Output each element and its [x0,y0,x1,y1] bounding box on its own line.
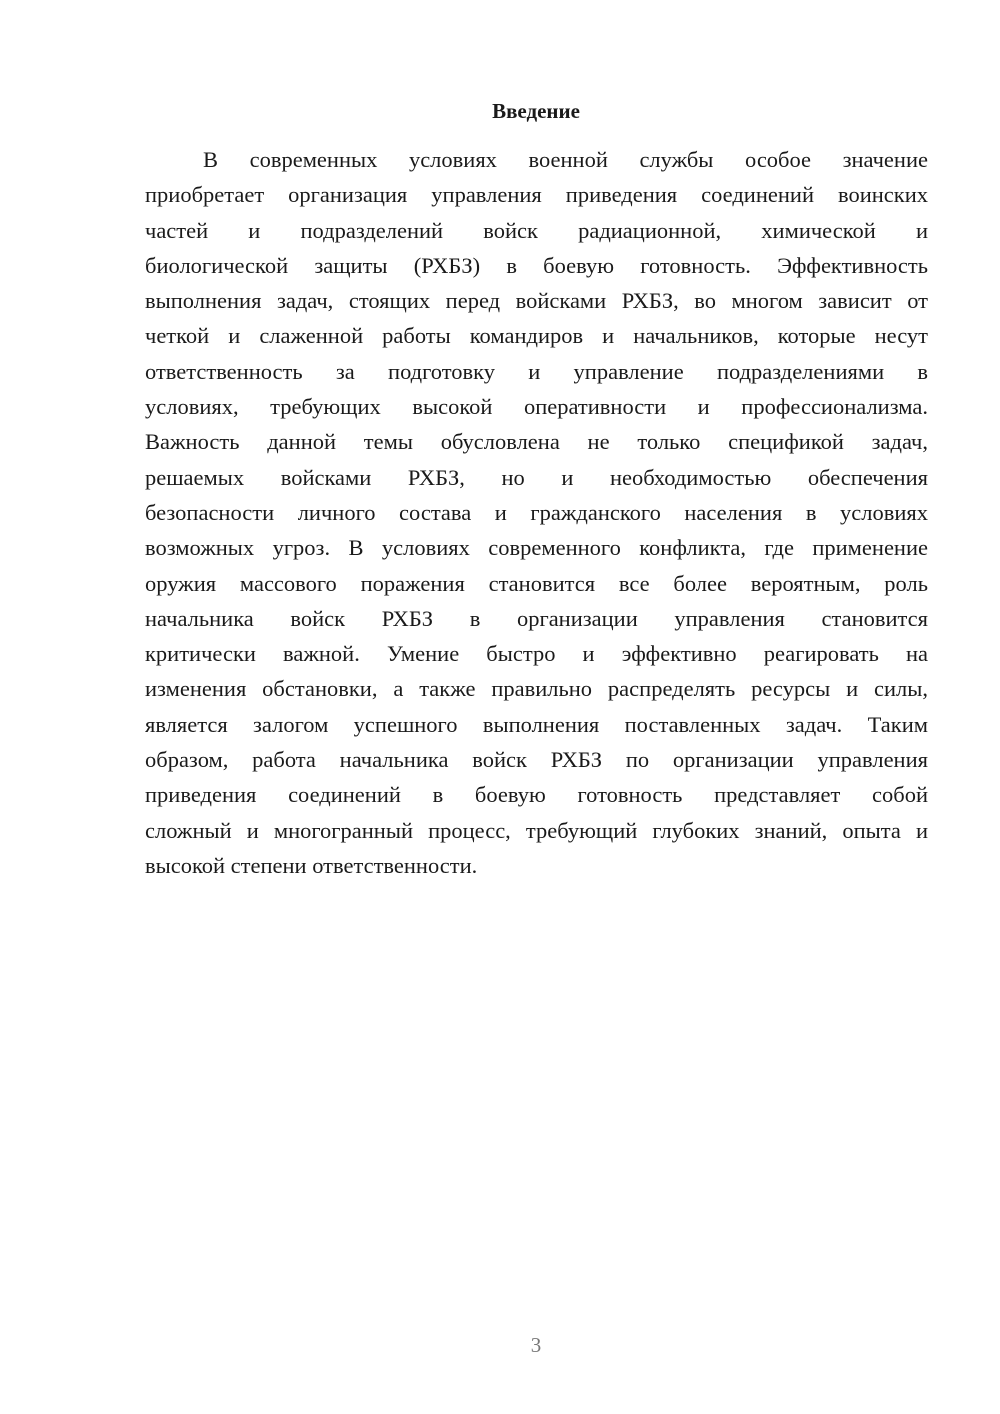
paragraph-line: биологической защиты (РХБЗ) в боевую готовность. Эффективность [145,252,928,278]
paragraph-line: начальника войск РХБЗ в организации управления становится [145,605,928,631]
body-paragraph [145,142,928,883]
paragraph-line: решаемых войсками РХБЗ, но и необходимостью обеспечения [145,464,928,490]
page-number: 3 [530,1333,542,1357]
paragraph-line: приведения соединений в боевую готовность представляет собой [145,782,928,808]
paragraph-line: изменения обстановки, а также правильно распределять ресурсы и силы, [145,676,928,702]
paragraph-line: частей и подразделений войск радиационной, химической и [145,217,928,243]
paragraph-line: ответственность за подготовку и управление подразделениями в [145,358,928,384]
paragraph-line: безопасности личного состава и гражданского населения в условиях [145,499,928,525]
paragraph-line: оружия массового поражения становится все более вероятным, роль [145,570,928,596]
paragraph-line: высокой степени ответственности. [145,852,478,878]
paragraph-line: критически важной. Умение быстро и эффективно реагировать на [145,641,928,667]
paragraph-line: выполнения задач, стоящих перед войсками РХБЗ, во многом зависит от [145,288,928,314]
paragraph-line: образом, работа начальника войск РХБЗ по организации управления [145,747,928,773]
paragraph-line: сложный и многогранный процесс, требующий глубоких знаний, опыта и [145,817,928,843]
section-heading: Введение [492,99,580,123]
paragraph-line: условиях, требующих высокой оперативности и профессионализма. [145,394,928,420]
paragraph-line: приобретает организация управления приведения соединений воинских [145,182,928,208]
paragraph-line: Важность данной темы обусловлена не только спецификой задач, [145,429,928,455]
paragraph-line: четкой и слаженной работы командиров и начальников, которые несут [145,323,928,349]
paragraph-line: возможных угроз. В условиях современного конфликта, где применение [145,535,928,561]
paragraph-line: является залогом успешного выполнения поставленных задач. Таким [145,711,928,737]
paragraph-line: В современных условиях военной службы особое значение [203,147,928,172]
